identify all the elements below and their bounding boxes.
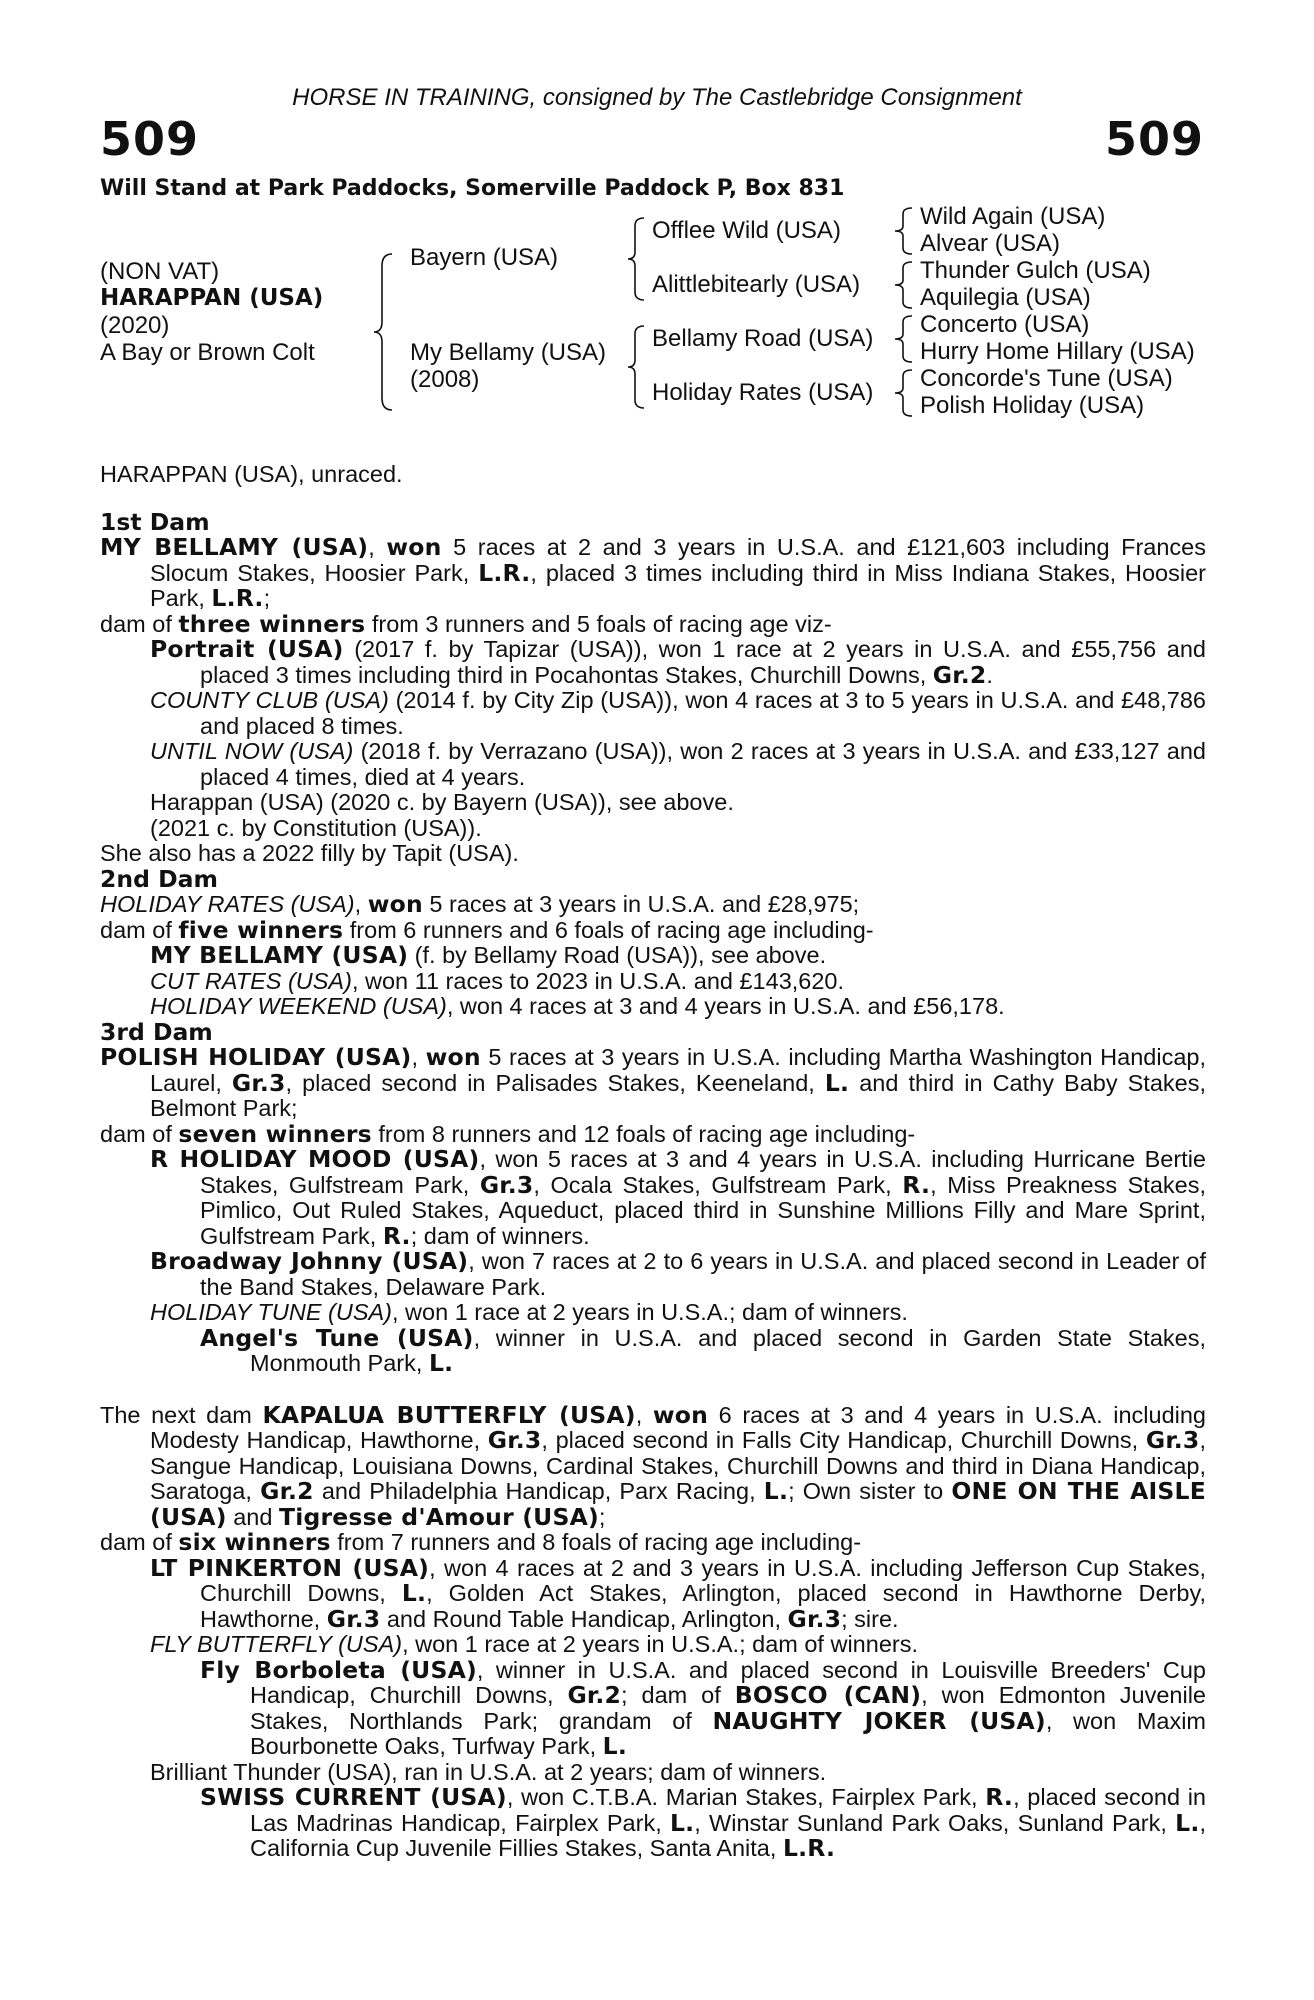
- catalogue-header-title: HORSE IN TRAINING, consigned by The Castlebridge Consignment: [292, 84, 1022, 111]
- text: from 7 runners and 8 foals of racing age including-: [330, 1529, 862, 1555]
- first-dam-name: MY BELLAMY (USA): [100, 533, 369, 561]
- race-record-intro: HARAPPAN (USA), unraced.: [100, 461, 403, 487]
- dam-name: My Bellamy (USA): [410, 339, 607, 366]
- text: dam of: [100, 1529, 179, 1555]
- gen3-4: Holiday Rates (USA): [652, 379, 874, 406]
- winners-count: three winners: [178, 609, 366, 638]
- text: 5 races at 3 years in U.S.A. including Martha Washington Handicap, Laurel,: [150, 1044, 1207, 1096]
- produce-entry: [100, 943, 1206, 969]
- gen3-2: Alittlebitearly (USA): [652, 271, 861, 298]
- produce-entry: [100, 637, 1206, 688]
- produce-name: COUNTY CLUB (USA): [150, 687, 389, 713]
- sister-name: ONE ON THE AISLE (USA): [150, 1477, 1206, 1531]
- text: ;: [598, 1503, 606, 1530]
- text: , won C.T.B.A. Marian Stakes, Fairplex Park,: [506, 1784, 986, 1810]
- pedigree-brace-main: [372, 252, 394, 412]
- grade-label: L.: [1175, 1808, 1200, 1837]
- second-dam-heading: 2nd Dam: [100, 864, 218, 893]
- produce-name: Angel's Tune (USA): [200, 1323, 474, 1352]
- text: ; sire.: [841, 1605, 899, 1632]
- gen4-2: Alvear (USA): [920, 230, 1061, 257]
- produce-name: HOLIDAY WEEKEND (USA): [150, 993, 447, 1019]
- text: The next dam: [100, 1401, 263, 1428]
- grade-label: Gr.3: [1145, 1426, 1200, 1454]
- vat-status: (NON VAT): [100, 258, 220, 285]
- produce-name: SWISS CURRENT (USA): [200, 1783, 507, 1811]
- text: , won 5 races at 3 and 4 years in U.S.A. including Hurricane Bertie Stakes, Gulfstream Park,: [200, 1146, 1206, 1198]
- grade-label: Gr.2: [567, 1681, 622, 1709]
- produce-entry: [100, 994, 1206, 1020]
- grade-label: L.: [763, 1477, 789, 1505]
- horse-year: (2020): [100, 312, 170, 339]
- next-dam-record: The next dam KAPALUA BUTTERFLY (USA), won 6 races at 3 and 4 years in U.S.A. including Modesty Handicap, Hawthorne, Gr.3, placed second in Falls City Handicap, Churchill Downs, Gr.3, Sangue Handicap, Louisiana Downs, Cardinal Stakes, Churchill Downs and third in Diana Handicap, Saratoga, Gr.2 and Philadelphia Handicap, Parx Racing, L.; Own sister to ONE ON THE AISLE (USA) and Tigresse d'Amour (USA);: [100, 1400, 1207, 1531]
- won-label: won: [386, 533, 442, 561]
- text: from 8 runners and 12 foals of racing age including-: [371, 1120, 916, 1147]
- first-dam-produce-summary: [100, 609, 1206, 638]
- produce-entry: [100, 1300, 1206, 1326]
- pedigree-brace-gen4-4: [892, 368, 914, 418]
- gen4-8: Polish Holiday (USA): [920, 392, 1145, 419]
- grade-label: L.: [669, 1808, 695, 1837]
- text: , California Cup Juvenile Fillies Stakes, Santa Anita,: [250, 1809, 1206, 1861]
- dam-year: (2008): [410, 366, 480, 393]
- text: , won 1 race at 2 years in U.S.A.; dam of winners.: [392, 1299, 908, 1325]
- text: , Golden Act Stakes, Arlington, placed second in Hawthorne Derby, Hawthorne,: [200, 1580, 1206, 1632]
- produce-name: Broadway Johnny (USA): [150, 1247, 469, 1275]
- text: (2018 f. by Verrazano (USA)), won 2 races at 3 years in U.S.A. and £33,127 and placed 4 times, died at 4 years.: [200, 738, 1206, 790]
- text: , won 7 races at 2 to 6 years in U.S.A. and placed second in Leader of the Band Stakes, Delaware Park.: [200, 1248, 1207, 1300]
- first-dam-record: MY BELLAMY (USA), won 5 races at 2 and 3 years in U.S.A. and £121,603 including Frances Slocum Stakes, Hoosier Park, L.R., placed 3 times including third in Miss Indiana Stakes, Hoosier Park, L.R.;: [100, 533, 1206, 612]
- text: , Ocala Stakes, Gulfstream Park,: [533, 1171, 903, 1198]
- winners-count: six winners: [178, 1528, 331, 1556]
- produce-entry: [100, 1323, 1206, 1377]
- produce-entry: [100, 1147, 1206, 1249]
- text: , won 4 races at 2 and 3 years in U.S.A. including Jefferson Cup Stakes, Churchill Downs,: [200, 1554, 1206, 1606]
- text: dam of: [100, 916, 179, 943]
- text: from 3 runners and 5 foals of racing age viz-: [365, 610, 832, 637]
- pedigree-brace-gen4-1: [892, 206, 914, 256]
- produce-name: FLY BUTTERFLY (USA): [150, 1631, 403, 1657]
- produce-name: LT PINKERTON (USA): [150, 1553, 430, 1582]
- produce-name: MY BELLAMY (USA): [150, 941, 409, 969]
- grade-label: L.: [428, 1349, 454, 1377]
- text: , Sangue Handicap, Louisiana Downs, Cardinal Stakes, Churchill Downs and third in Diana Handicap, Saratoga,: [150, 1427, 1206, 1504]
- grade-label: R.: [382, 1221, 411, 1250]
- text: , Winstar Sunland Park Oaks, Sunland Park,: [694, 1809, 1176, 1836]
- text: from 6 runners and 6 foals of racing age including-: [343, 916, 874, 943]
- text: , placed second in Las Madrinas Handicap, Fairplex Park,: [250, 1784, 1207, 1836]
- text: , placed second in Palisades Stakes, Keeneland,: [285, 1069, 825, 1096]
- pedigree-brace-dam: [626, 324, 646, 410]
- pedigree-brace-gen4-2: [892, 260, 914, 310]
- record-text: , placed 3 times including third in Miss Indiana Stakes, Hoosier Park,: [150, 559, 1206, 611]
- produce-entry: Brilliant Thunder (USA), ran in U.S.A. at 2 years; dam of winners.: [150, 1758, 827, 1785]
- produce-name: HOLIDAY TUNE (USA): [150, 1299, 392, 1325]
- third-dam-name: POLISH HOLIDAY (USA): [100, 1043, 412, 1071]
- text: , placed second in Falls City Handicap, Churchill Downs,: [541, 1427, 1146, 1453]
- stand-location: Will Stand at Park Paddocks, Somerville Paddock P, Box 831: [100, 176, 845, 201]
- pedigree-brace-gen4-3: [892, 314, 914, 364]
- won-label: won: [367, 890, 423, 918]
- text: , won 4 races at 3 and 4 years in U.S.A. and £56,178.: [446, 993, 1005, 1019]
- text: dam of: [100, 1120, 179, 1147]
- second-dam-name: HOLIDAY RATES (USA): [100, 891, 355, 917]
- text: and: [226, 1503, 279, 1530]
- produce-entry: [100, 688, 1206, 739]
- next-dam-name: KAPALUA BUTTERFLY (USA): [262, 1400, 636, 1429]
- winners-count: seven winners: [178, 1119, 372, 1148]
- gen4-4: Aquilegia (USA): [920, 284, 1091, 311]
- horse-description: A Bay or Brown Colt: [100, 339, 315, 366]
- grade-label: Gr.3: [787, 1604, 842, 1633]
- grade-label: L.: [401, 1579, 427, 1607]
- text: ; dam of winners.: [410, 1222, 590, 1249]
- text: 5 races at 3 years in U.S.A. and £28,975;: [422, 891, 860, 917]
- produce-entry: [100, 1553, 1206, 1633]
- gen3-1: Offlee Wild (USA): [652, 217, 841, 244]
- produce-name: NAUGHTY JOKER (USA): [712, 1706, 1046, 1735]
- gen3-3: Bellamy Road (USA): [652, 325, 874, 352]
- text: and Philadelphia Handicap, Parx Racing,: [313, 1478, 764, 1504]
- grade-label: L.R.: [478, 558, 531, 587]
- produce-entry: [100, 1249, 1206, 1300]
- produce-entry: [100, 1655, 1207, 1760]
- grade-label: L.R.: [782, 1834, 836, 1862]
- sire-name: Bayern (USA): [410, 244, 559, 271]
- first-dam-heading: 1st Dam: [100, 507, 210, 536]
- text: (f. by Bellamy Road (USA)), see above.: [408, 942, 827, 968]
- produce-name: CUT RATES (USA): [150, 967, 352, 994]
- text: , winner in U.S.A. and placed second in Louisville Breeders' Cup Handicap, Churchill Downs,: [250, 1656, 1206, 1708]
- text: ; dam of: [621, 1682, 735, 1708]
- grade-label: Gr.3: [326, 1604, 381, 1633]
- produce-note: She also has a 2022 filly by Tapit (USA).: [100, 840, 519, 866]
- sister-name: Tigresse d'Amour (USA): [278, 1502, 599, 1531]
- lot-number-left: 509: [100, 112, 200, 166]
- second-dam-produce-summary: [100, 915, 1206, 944]
- text: (2014 f. by City Zip (USA)), won 4 races at 3 to 5 years in U.S.A. and £48,786 and placed 8 times.: [200, 687, 1206, 739]
- gen4-1: Wild Again (USA): [920, 203, 1106, 230]
- text: , won Edmonton Juvenile Stakes, Northlands Park; grandam of: [250, 1682, 1206, 1734]
- produce-entry: [100, 1632, 1206, 1658]
- produce-name: Portrait (USA): [150, 635, 344, 663]
- record-text: ;: [263, 585, 271, 611]
- grade-label: Gr.2: [260, 1477, 314, 1505]
- won-label: won: [425, 1043, 481, 1071]
- gen4-6: Hurry Home Hillary (USA): [920, 338, 1195, 365]
- text: and Round Table Handicap, Arlington,: [380, 1605, 788, 1632]
- second-dam-record: HOLIDAY RATES (USA), won 5 races at 3 years in U.S.A. and £28,975;: [100, 890, 860, 918]
- winners-count: five winners: [178, 915, 344, 944]
- produce-entry: [100, 739, 1206, 790]
- gen4-7: Concorde's Tune (USA): [920, 365, 1173, 392]
- grade-label: Gr.3: [231, 1068, 286, 1097]
- produce-entry: (2021 c. by Constitution (USA)).: [150, 814, 482, 841]
- text: , winner in U.S.A. and placed second in Garden State Stakes, Monmouth Park,: [250, 1324, 1206, 1376]
- produce-name: R HOLIDAY MOOD (USA): [150, 1145, 480, 1173]
- grade-label: L.: [824, 1068, 850, 1097]
- produce-entry: [100, 969, 1206, 995]
- produce-name: Fly Borboleta (USA): [200, 1655, 477, 1684]
- third-dam-record: POLISH HOLIDAY (USA), won 5 races at 3 years in U.S.A. including Martha Washington Handicap, Laurel, Gr.3, placed second in Palisades Stakes, Keeneland, L. and third in Cathy Baby Stakes, Belmont Park;: [100, 1043, 1207, 1121]
- grade-label: R.: [902, 1170, 931, 1199]
- text: , won 11 races to 2023 in U.S.A. and £143,620.: [351, 967, 845, 994]
- third-dam-produce-summary: [100, 1119, 1206, 1148]
- text: ; Own sister to: [788, 1478, 952, 1504]
- grade-label: R.: [985, 1783, 1014, 1811]
- text: , won 1 race at 2 years in U.S.A.; dam of winners.: [402, 1631, 918, 1657]
- third-dam-heading: 3rd Dam: [100, 1017, 213, 1046]
- pedigree-brace-sire: [626, 216, 646, 302]
- grade-label: L.R.: [211, 584, 264, 612]
- grade-label: Gr.2: [932, 660, 987, 689]
- text: dam of: [100, 610, 179, 637]
- text: 6 races at 3 and 4 years in U.S.A. including Modesty Handicap, Hawthorne,: [150, 1401, 1207, 1453]
- grade-label: L.: [602, 1732, 627, 1760]
- text: , won Maxim Bourbonette Oaks, Turfway Park,: [250, 1707, 1207, 1759]
- produce-entry: [100, 1785, 1206, 1862]
- text: .: [986, 661, 993, 688]
- next-dam-produce-summary: [100, 1530, 1206, 1556]
- grade-label: Gr.3: [479, 1170, 534, 1199]
- text: (2017 f. by Tapizar (USA)), won 1 race at 2 years in U.S.A. and £55,756 and placed 3 times including third in Pocahontas Stakes, Churchill Downs,: [200, 636, 1206, 688]
- horse-name: HARAPPAN (USA): [100, 285, 324, 311]
- produce-entry: Harappan (USA) (2020 c. by Bayern (USA)), see above.: [150, 789, 734, 815]
- text: , Miss Preakness Stakes, Pimlico, Out Ruled Stakes, Aqueduct, placed third in Sunshine Millions Filly and Mare Sprint, Gulfstream Park,: [200, 1171, 1206, 1249]
- record-text: 5 races at 2 and 3 years in U.S.A. and £121,603 including Frances Slocum Stakes, Hoosier Park,: [150, 534, 1206, 586]
- won-label: won: [652, 1400, 709, 1429]
- produce-name: UNTIL NOW (USA): [150, 738, 354, 764]
- text: and third in Cathy Baby Stakes, Belmont Park;: [150, 1069, 1207, 1121]
- produce-name: BOSCO (CAN): [734, 1681, 922, 1709]
- grade-label: Gr.3: [487, 1426, 542, 1454]
- gen4-3: Thunder Gulch (USA): [920, 257, 1151, 284]
- gen4-5: Concerto (USA): [920, 311, 1090, 338]
- catalogue-body: [100, 462, 1206, 1862]
- lot-number-right: 509: [1104, 112, 1204, 166]
